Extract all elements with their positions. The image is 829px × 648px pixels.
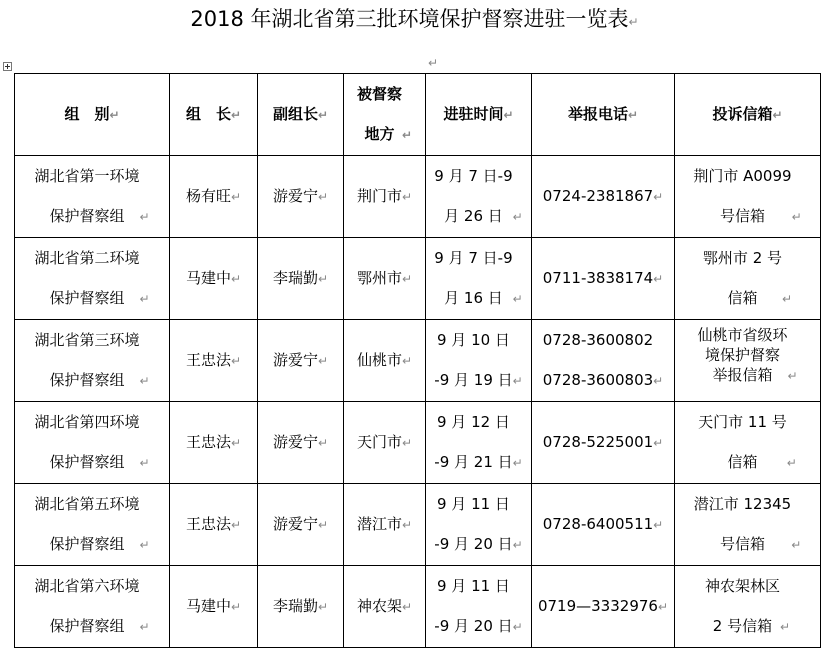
cell-place: 潜江市↵ (344, 484, 426, 566)
cell-group: 湖北省第二环境 保护督察组 ↵ (15, 238, 170, 320)
cell-place: 仙桃市↵ (344, 320, 426, 402)
cell-mailbox: 鄂州市 2 号 信箱 ↵ (675, 238, 821, 320)
table-row (15, 402, 821, 484)
cell-mailbox: 神农架林区 2 号信箱 ↵ (675, 566, 821, 648)
cell-group: 湖北省第三环境 保护督察组 ↵ (15, 320, 170, 402)
header-cell-phone: 举报电话↵ (532, 74, 675, 156)
cell-place: 天门市↵ (344, 402, 426, 484)
cell-mailbox: 仙桃市省级环 境保护督察 举报信箱 ↵ (675, 320, 821, 402)
title-text: 2018 年湖北省第三批环境保护督察进驻一览表 (190, 7, 629, 31)
cell-phone: 0719—3332976↵ (532, 566, 675, 648)
cell-deputy: 游爱宁↵ (258, 320, 344, 402)
cell-leader: 马建中↵ (170, 238, 258, 320)
cell-leader: 杨有旺↵ (170, 156, 258, 238)
cell-deputy: 游爱宁↵ (258, 156, 344, 238)
cell-time: 9 月 7 日-9 月 26 日 ↵ (426, 156, 532, 238)
cell-time: 9 月 11 日 -9 月 20 日↵ (426, 566, 532, 648)
cell-phone: 0724-2381867↵ (532, 156, 675, 238)
table-row (15, 238, 821, 320)
cell-leader: 王忠法↵ (170, 484, 258, 566)
cell-leader: 马建中↵ (170, 566, 258, 648)
cell-phone: 0711-3838174↵ (532, 238, 675, 320)
cell-leader: 王忠法↵ (170, 402, 258, 484)
table-row (15, 566, 821, 648)
cell-group: 湖北省第五环境 保护督察组 ↵ (15, 484, 170, 566)
header-cell-mailbox: 投诉信箱↵ (675, 74, 821, 156)
cell-time: 9 月 7 日-9 月 16 日 ↵ (426, 238, 532, 320)
cell-phone: 0728-5225001↵ (532, 402, 675, 484)
header-cell-group: 组 别↵ (15, 74, 170, 156)
cell-place: 荆门市↵ (344, 156, 426, 238)
header-row (15, 74, 821, 156)
paragraph-mark: ↵ (628, 15, 639, 29)
cell-deputy: 游爱宁↵ (258, 484, 344, 566)
cell-deputy: 李瑞勤↵ (258, 238, 344, 320)
inspection-table (14, 73, 821, 648)
document-title (0, 6, 829, 35)
cell-phone: 0728-3600802 0728-3600803↵ (532, 320, 675, 402)
table-move-handle[interactable] (3, 62, 12, 71)
cell-leader: 王忠法↵ (170, 320, 258, 402)
cell-phone: 0728-6400511↵ (532, 484, 675, 566)
cell-group: 湖北省第四环境 保护督察组 ↵ (15, 402, 170, 484)
cell-group: 湖北省第一环境 保护督察组 ↵ (15, 156, 170, 238)
table-row (15, 484, 821, 566)
cell-group: 湖北省第六环境 保护督察组 ↵ (15, 566, 170, 648)
cell-mailbox: 潜江市 12345 号信箱 ↵ (675, 484, 821, 566)
table-row (15, 156, 821, 238)
header-cell-place: 被督察 地方 ↵ (344, 74, 426, 156)
header-cell-leader: 组 长↵ (170, 74, 258, 156)
cell-time: 9 月 11 日 -9 月 20 日↵ (426, 484, 532, 566)
table-row (15, 320, 821, 402)
cell-mailbox: 天门市 11 号 信箱 ↵ (675, 402, 821, 484)
cell-mailbox: 荆门市 A0099 号信箱 ↵ (675, 156, 821, 238)
cell-deputy: 游爱宁↵ (258, 402, 344, 484)
header-cell-time: 进驻时间↵ (426, 74, 532, 156)
cell-time: 9 月 12 日 -9 月 21 日↵ (426, 402, 532, 484)
header-cell-deputy: 副组长↵ (258, 74, 344, 156)
cell-place: 神农架↵ (344, 566, 426, 648)
paragraph-mark: ↵ (428, 56, 439, 70)
cell-deputy: 李瑞勤↵ (258, 566, 344, 648)
cell-time: 9 月 10 日 -9 月 19 日↵ (426, 320, 532, 402)
cell-place: 鄂州市↵ (344, 238, 426, 320)
